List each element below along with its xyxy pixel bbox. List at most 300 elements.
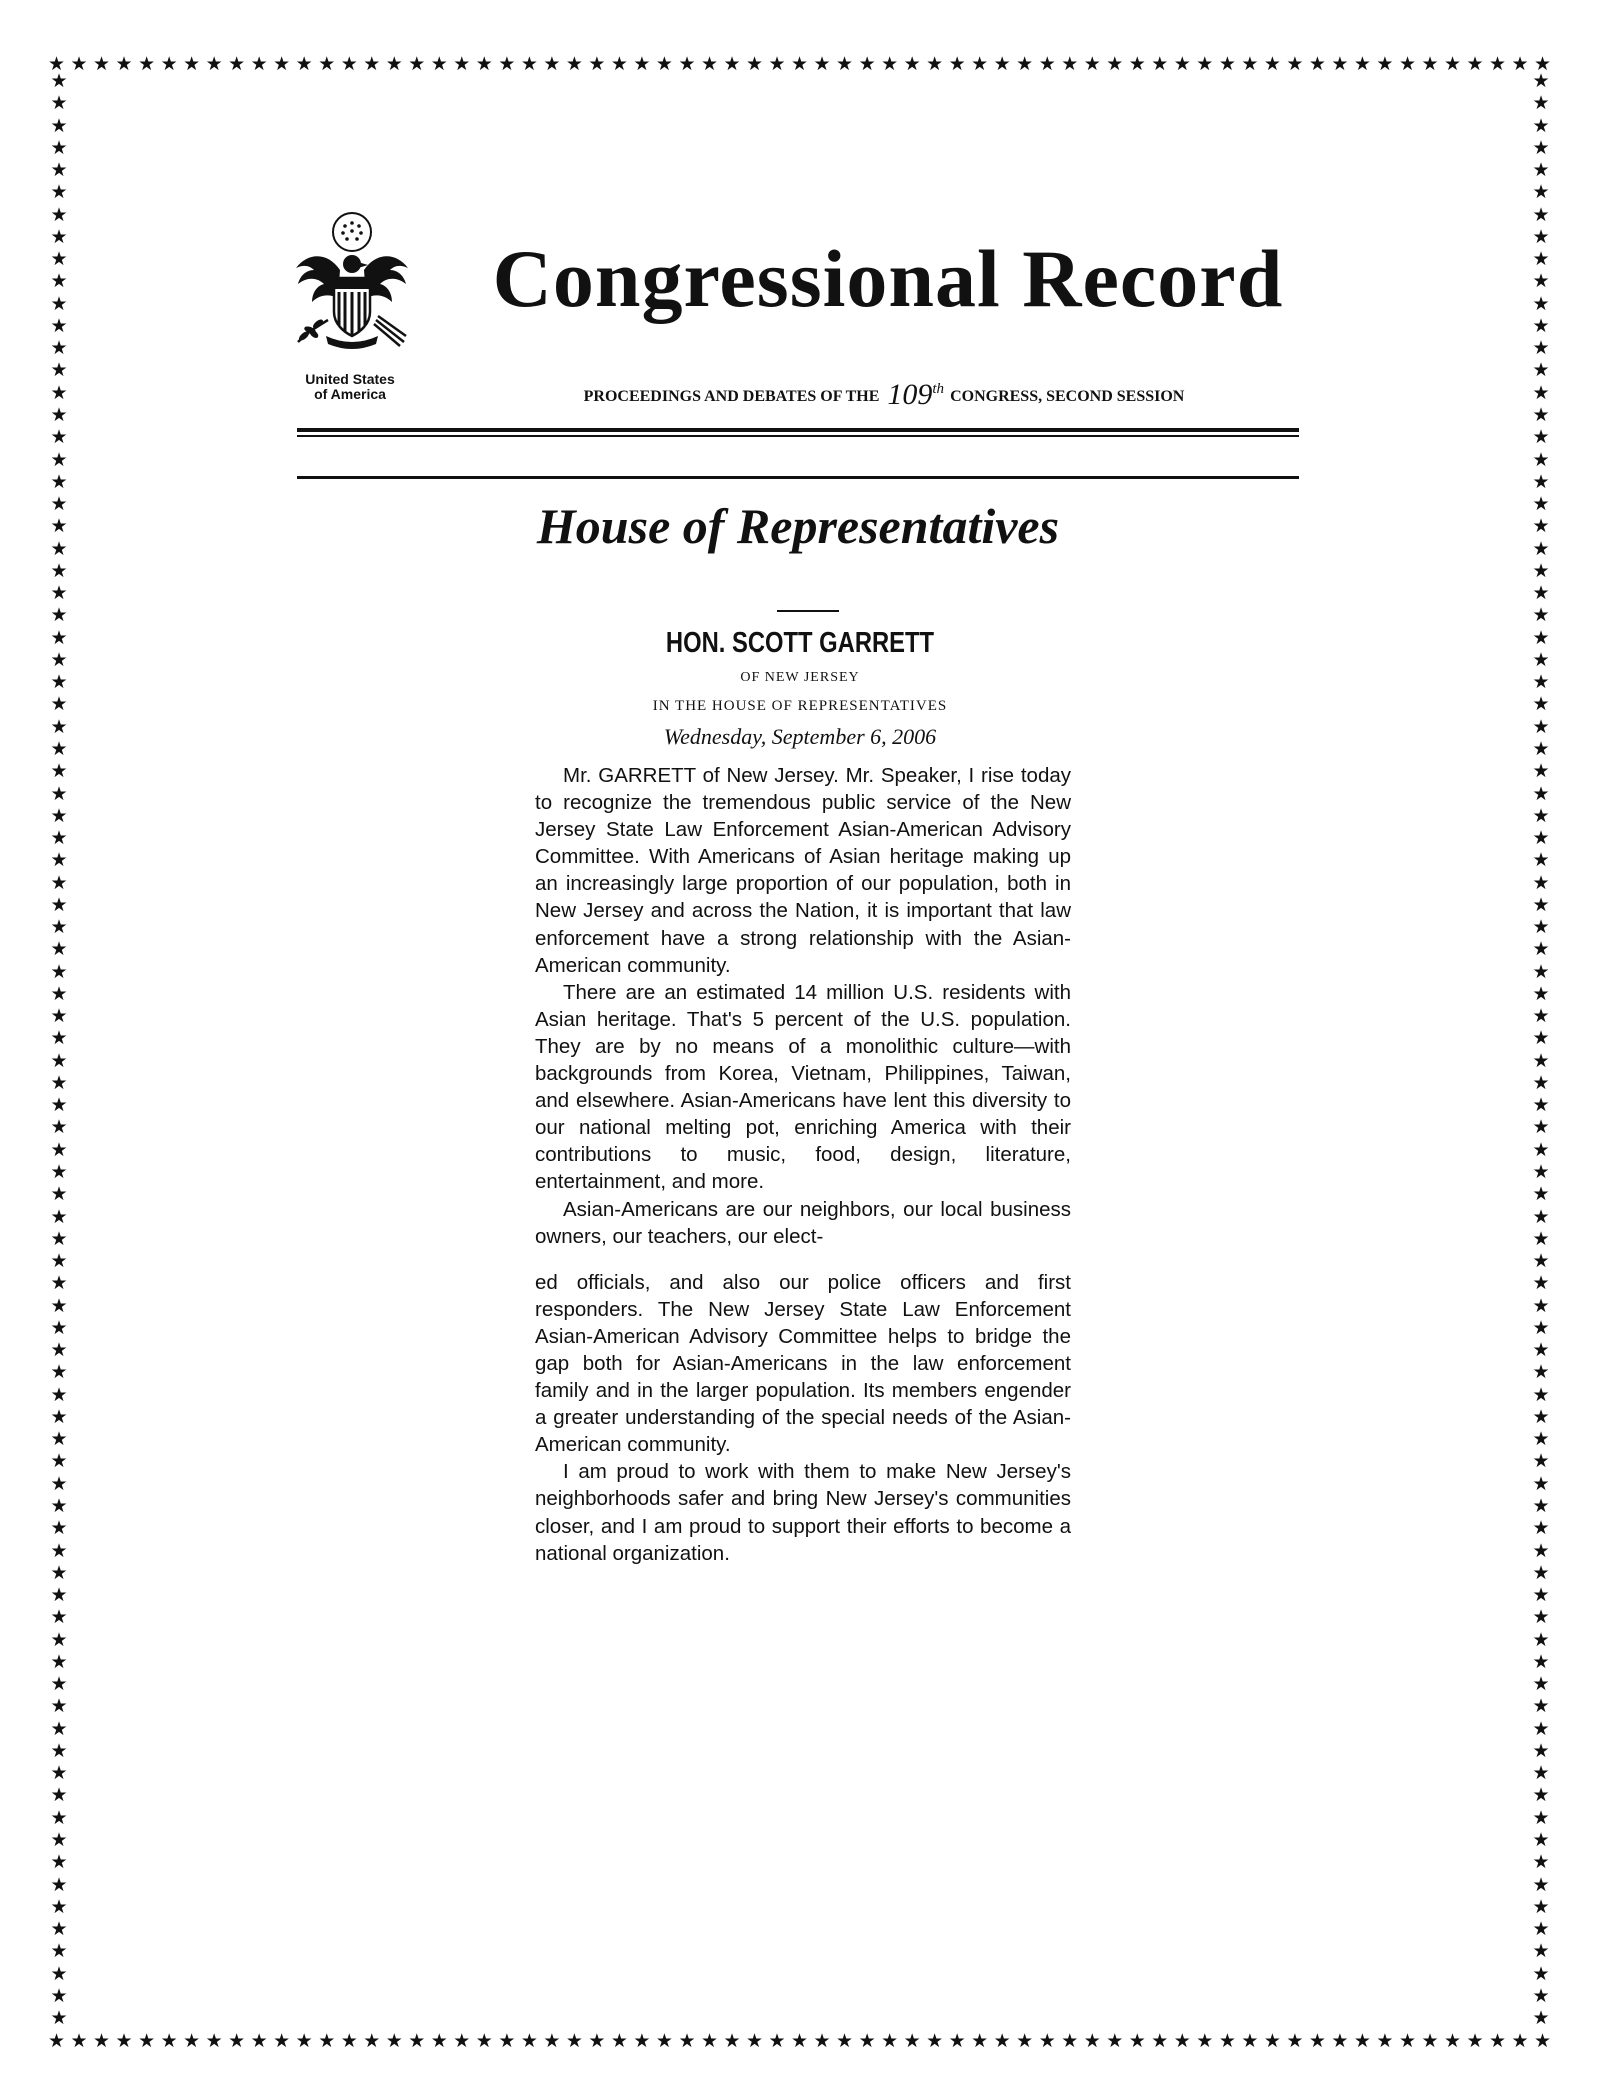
border-star-icon: ★ xyxy=(50,381,68,404)
border-star-icon: ★ xyxy=(791,53,809,75)
border-star-icon: ★ xyxy=(50,671,68,694)
border-star-icon: ★ xyxy=(273,2030,291,2052)
border-star-icon: ★ xyxy=(228,53,246,75)
seal-caption-line2: of America xyxy=(314,386,386,402)
border-star-icon: ★ xyxy=(1532,1895,1550,1918)
border-star-icon: ★ xyxy=(1532,1361,1550,1384)
border-star-icon: ★ xyxy=(50,1161,68,1184)
border-star-icon: ★ xyxy=(836,2030,854,2052)
border-star-icon: ★ xyxy=(768,2030,786,2052)
speaker-name: HON. SCOTT GARRETT xyxy=(665,627,935,659)
border-star-icon: ★ xyxy=(1353,2030,1371,2052)
border-star-icon: ★ xyxy=(50,403,68,426)
section-divider xyxy=(777,610,839,612)
column-break xyxy=(535,1250,1071,1269)
border-star-icon: ★ xyxy=(1218,53,1236,75)
border-star-icon: ★ xyxy=(1532,2007,1550,2030)
border-star-icon: ★ xyxy=(881,2030,899,2052)
border-star-icon: ★ xyxy=(1308,53,1326,75)
border-star-icon: ★ xyxy=(48,53,66,75)
border-right-stars xyxy=(1530,70,1552,2030)
border-star-icon: ★ xyxy=(1331,53,1349,75)
border-star-icon: ★ xyxy=(971,2030,989,2052)
border-star-icon: ★ xyxy=(50,871,68,894)
border-star-icon: ★ xyxy=(1353,53,1371,75)
border-star-icon: ★ xyxy=(1532,1673,1550,1696)
border-star-icon: ★ xyxy=(543,2030,561,2052)
border-star-icon: ★ xyxy=(1532,782,1550,805)
border-star-icon: ★ xyxy=(1532,1984,1550,2007)
border-star-icon: ★ xyxy=(1534,2030,1552,2052)
border-star-icon: ★ xyxy=(1173,53,1191,75)
border-star-icon: ★ xyxy=(475,53,493,75)
border-star-icon: ★ xyxy=(971,53,989,75)
border-star-icon: ★ xyxy=(1532,136,1550,159)
border-star-icon: ★ xyxy=(50,1405,68,1428)
border-star-icon: ★ xyxy=(453,2030,471,2052)
border-star-icon: ★ xyxy=(50,359,68,382)
border-star-icon: ★ xyxy=(498,53,516,75)
border-star-icon: ★ xyxy=(50,982,68,1005)
border-star-icon: ★ xyxy=(50,114,68,137)
speech-body xyxy=(535,762,1071,1567)
border-star-icon: ★ xyxy=(408,2030,426,2052)
border-star-icon: ★ xyxy=(50,1873,68,1896)
border-star-icon: ★ xyxy=(678,2030,696,2052)
border-star-icon: ★ xyxy=(1532,314,1550,337)
border-star-icon: ★ xyxy=(295,53,313,75)
border-star-icon: ★ xyxy=(1532,337,1550,360)
border-star-icon: ★ xyxy=(1532,225,1550,248)
border-star-icon: ★ xyxy=(50,181,68,204)
border-star-icon: ★ xyxy=(50,1584,68,1607)
border-star-icon: ★ xyxy=(385,2030,403,2052)
border-star-icon: ★ xyxy=(50,314,68,337)
border-star-icon: ★ xyxy=(1532,1472,1550,1495)
border-star-icon: ★ xyxy=(1532,292,1550,315)
border-star-icon: ★ xyxy=(1532,849,1550,872)
border-star-icon: ★ xyxy=(1016,53,1034,75)
border-star-icon: ★ xyxy=(610,53,628,75)
border-star-icon: ★ xyxy=(205,53,223,75)
border-star-icon: ★ xyxy=(50,1205,68,1228)
border-star-icon: ★ xyxy=(453,53,471,75)
border-star-icon: ★ xyxy=(1263,2030,1281,2052)
border-star-icon: ★ xyxy=(50,1828,68,1851)
border-star-icon: ★ xyxy=(1532,804,1550,827)
border-star-icon: ★ xyxy=(1398,2030,1416,2052)
border-star-icon: ★ xyxy=(50,1561,68,1584)
border-star-icon: ★ xyxy=(1532,448,1550,471)
border-star-icon: ★ xyxy=(1106,53,1124,75)
masthead xyxy=(280,200,1300,450)
border-star-icon: ★ xyxy=(678,53,696,75)
border-star-icon: ★ xyxy=(50,1940,68,1963)
border-star-icon: ★ xyxy=(836,53,854,75)
border-star-icon: ★ xyxy=(295,2030,313,2052)
border-star-icon: ★ xyxy=(1241,53,1259,75)
border-star-icon: ★ xyxy=(1532,1940,1550,1963)
border-star-icon: ★ xyxy=(1532,1650,1550,1673)
border-star-icon: ★ xyxy=(1532,626,1550,649)
border-star-icon: ★ xyxy=(1532,559,1550,582)
border-star-icon: ★ xyxy=(1532,159,1550,182)
border-star-icon: ★ xyxy=(1532,1005,1550,1028)
border-star-icon: ★ xyxy=(1532,1828,1550,1851)
border-star-icon: ★ xyxy=(1376,2030,1394,2052)
border-star-icon: ★ xyxy=(138,53,156,75)
border-star-icon: ★ xyxy=(813,2030,831,2052)
border-star-icon: ★ xyxy=(50,292,68,315)
border-star-icon: ★ xyxy=(50,1606,68,1629)
border-star-icon: ★ xyxy=(926,53,944,75)
border-star-icon: ★ xyxy=(1532,760,1550,783)
border-star-icon: ★ xyxy=(1532,359,1550,382)
border-star-icon: ★ xyxy=(1151,2030,1169,2052)
border-star-icon: ★ xyxy=(50,1739,68,1762)
border-star-icon: ★ xyxy=(1532,1227,1550,1250)
border-star-icon: ★ xyxy=(1532,916,1550,939)
border-star-icon: ★ xyxy=(1532,248,1550,271)
border-star-icon: ★ xyxy=(1128,53,1146,75)
border-star-icon: ★ xyxy=(1532,1049,1550,1072)
border-star-icon: ★ xyxy=(1196,53,1214,75)
border-star-icon: ★ xyxy=(50,559,68,582)
border-star-icon: ★ xyxy=(588,53,606,75)
border-star-icon: ★ xyxy=(1532,1071,1550,1094)
border-star-icon: ★ xyxy=(1532,648,1550,671)
border-star-icon: ★ xyxy=(948,53,966,75)
border-star-icon: ★ xyxy=(50,626,68,649)
border-star-icon: ★ xyxy=(1466,2030,1484,2052)
speech-paragraph: Mr. GARRETT of New Jersey. Mr. Speaker, I rise today to recognize the tremendous public service of the New Jersey State Law Enforcement Asian-American Advisory Committee. With Americans of Asian heritage making up an increasingly large proportion of our population, both in New Jersey and across the Nation, it is important that law enforcement have a strong relationship with the Asian-American community. xyxy=(535,764,1071,977)
border-star-icon: ★ xyxy=(1421,53,1439,75)
border-star-icon: ★ xyxy=(1532,1450,1550,1473)
speech-date: Wednesday, September 6, 2006 xyxy=(663,724,937,749)
border-star-icon: ★ xyxy=(1534,53,1552,75)
masthead-rule-thick xyxy=(297,428,1299,432)
border-star-icon: ★ xyxy=(1443,2030,1462,2052)
border-star-icon: ★ xyxy=(50,1049,68,1072)
border-star-icon: ★ xyxy=(50,1762,68,1785)
border-star-icon: ★ xyxy=(340,2030,358,2052)
border-star-icon: ★ xyxy=(50,1472,68,1495)
border-star-icon: ★ xyxy=(565,2030,583,2052)
border-star-icon: ★ xyxy=(881,53,899,75)
seal-caption-line1: United States xyxy=(305,371,395,387)
border-star-icon: ★ xyxy=(1151,53,1169,75)
border-star-icon: ★ xyxy=(50,1027,68,1050)
border-top-stars xyxy=(48,53,1552,75)
border-star-icon: ★ xyxy=(50,2007,68,2030)
border-star-icon: ★ xyxy=(183,2030,201,2052)
publication-title: Congressional Record xyxy=(492,233,1284,324)
border-star-icon: ★ xyxy=(1532,1762,1550,1785)
border-star-icon: ★ xyxy=(1532,1717,1550,1740)
border-star-icon: ★ xyxy=(1532,1806,1550,1829)
border-star-icon: ★ xyxy=(50,337,68,360)
border-star-icon: ★ xyxy=(723,2030,741,2052)
border-star-icon: ★ xyxy=(50,604,68,627)
border-star-icon: ★ xyxy=(1532,715,1550,738)
border-star-icon: ★ xyxy=(791,2030,809,2052)
border-star-icon: ★ xyxy=(1061,53,1079,75)
border-star-icon: ★ xyxy=(1241,2030,1259,2052)
border-star-icon: ★ xyxy=(1532,893,1550,916)
border-star-icon: ★ xyxy=(1489,2030,1507,2052)
border-star-icon: ★ xyxy=(50,537,68,560)
border-star-icon: ★ xyxy=(1532,1094,1550,1117)
border-bottom-stars xyxy=(48,2030,1552,2052)
border-star-icon: ★ xyxy=(1466,53,1484,75)
border-star-icon: ★ xyxy=(1308,2030,1326,2052)
border-star-icon: ★ xyxy=(1532,1405,1550,1428)
border-star-icon: ★ xyxy=(1532,70,1550,92)
border-star-icon: ★ xyxy=(408,53,426,75)
chamber-heading: House of Representatives xyxy=(536,498,1060,554)
border-star-icon: ★ xyxy=(543,53,561,75)
border-star-icon: ★ xyxy=(1532,515,1550,538)
border-star-icon: ★ xyxy=(1532,582,1550,605)
border-star-icon: ★ xyxy=(1532,1584,1550,1607)
border-star-icon: ★ xyxy=(50,1517,68,1540)
border-star-icon: ★ xyxy=(858,53,876,75)
border-star-icon: ★ xyxy=(1532,1784,1550,1807)
border-star-icon: ★ xyxy=(430,2030,448,2052)
border-star-icon: ★ xyxy=(1398,53,1416,75)
border-star-icon: ★ xyxy=(1532,181,1550,204)
border-star-icon: ★ xyxy=(50,648,68,671)
border-star-icon: ★ xyxy=(50,1383,68,1406)
border-star-icon: ★ xyxy=(273,53,291,75)
speaker-chamber: IN THE HOUSE OF REPRESENTATIVES xyxy=(652,698,948,714)
border-star-icon: ★ xyxy=(50,1361,68,1384)
border-star-icon: ★ xyxy=(50,270,68,293)
proceedings-line xyxy=(462,374,1306,412)
border-star-icon: ★ xyxy=(50,1450,68,1473)
border-star-icon: ★ xyxy=(50,1428,68,1451)
border-star-icon: ★ xyxy=(50,1250,68,1273)
masthead-rule-thin xyxy=(297,435,1299,437)
border-star-icon: ★ xyxy=(1532,693,1550,716)
border-star-icon: ★ xyxy=(1532,470,1550,493)
border-star-icon: ★ xyxy=(1532,270,1550,293)
border-star-icon: ★ xyxy=(1532,403,1550,426)
speech-paragraph: Asian-Americans are our neighbors, our local business owners, our teachers, our elect- xyxy=(535,1197,1071,1248)
border-star-icon: ★ xyxy=(50,693,68,716)
border-star-icon: ★ xyxy=(1532,1250,1550,1273)
border-star-icon: ★ xyxy=(1532,1205,1550,1228)
border-star-icon: ★ xyxy=(50,1339,68,1362)
border-star-icon: ★ xyxy=(1532,426,1550,449)
border-star-icon: ★ xyxy=(1532,871,1550,894)
border-star-icon: ★ xyxy=(50,1272,68,1295)
border-star-icon: ★ xyxy=(903,2030,921,2052)
border-star-icon: ★ xyxy=(318,53,336,75)
border-star-icon: ★ xyxy=(50,1138,68,1161)
border-star-icon: ★ xyxy=(50,1294,68,1317)
border-star-icon: ★ xyxy=(498,2030,516,2052)
border-star-icon: ★ xyxy=(50,1539,68,1562)
border-star-icon: ★ xyxy=(1443,53,1462,75)
border-star-icon: ★ xyxy=(1532,1183,1550,1206)
border-star-icon: ★ xyxy=(50,1650,68,1673)
border-star-icon: ★ xyxy=(50,1673,68,1696)
border-star-icon: ★ xyxy=(1421,2030,1439,2052)
border-star-icon: ★ xyxy=(610,2030,628,2052)
border-star-icon: ★ xyxy=(1532,1606,1550,1629)
border-star-icon: ★ xyxy=(160,53,178,75)
border-star-icon: ★ xyxy=(1532,537,1550,560)
border-star-icon: ★ xyxy=(50,1495,68,1517)
border-star-icon: ★ xyxy=(50,1918,68,1941)
border-star-icon: ★ xyxy=(50,159,68,182)
border-star-icon: ★ xyxy=(565,53,583,75)
border-star-icon: ★ xyxy=(903,53,921,75)
border-star-icon: ★ xyxy=(520,53,538,75)
border-star-icon: ★ xyxy=(1061,2030,1079,2052)
proceedings-after: CONGRESS, SECOND SESSION xyxy=(950,388,1185,405)
border-star-icon: ★ xyxy=(1532,1339,1550,1362)
border-star-icon: ★ xyxy=(1083,53,1101,75)
border-star-icon: ★ xyxy=(160,2030,178,2052)
border-star-icon: ★ xyxy=(50,1094,68,1117)
border-left-stars xyxy=(48,70,70,2030)
border-star-icon: ★ xyxy=(50,1071,68,1094)
border-star-icon: ★ xyxy=(1532,92,1550,115)
border-star-icon: ★ xyxy=(1532,1739,1550,1762)
border-star-icon: ★ xyxy=(250,53,268,75)
border-star-icon: ★ xyxy=(588,2030,606,2052)
border-star-icon: ★ xyxy=(723,53,741,75)
border-star-icon: ★ xyxy=(1532,1517,1550,1540)
border-star-icon: ★ xyxy=(1532,114,1550,137)
border-star-icon: ★ xyxy=(655,2030,673,2052)
border-star-icon: ★ xyxy=(1532,1851,1550,1874)
border-star-icon: ★ xyxy=(1532,1116,1550,1139)
border-star-icon: ★ xyxy=(926,2030,944,2052)
border-star-icon: ★ xyxy=(50,827,68,850)
border-star-icon: ★ xyxy=(1038,2030,1056,2052)
border-star-icon: ★ xyxy=(1532,381,1550,404)
border-star-icon: ★ xyxy=(1511,53,1529,75)
border-star-icon: ★ xyxy=(50,916,68,939)
border-star-icon: ★ xyxy=(1532,982,1550,1005)
border-star-icon: ★ xyxy=(1286,53,1304,75)
border-star-icon: ★ xyxy=(50,760,68,783)
border-star-icon: ★ xyxy=(1532,1918,1550,1941)
border-star-icon: ★ xyxy=(50,1116,68,1139)
border-star-icon: ★ xyxy=(1532,1561,1550,1584)
border-star-icon: ★ xyxy=(1532,1873,1550,1896)
border-star-icon: ★ xyxy=(50,1695,68,1718)
border-star-icon: ★ xyxy=(1376,53,1394,75)
border-star-icon: ★ xyxy=(50,1984,68,2007)
border-star-icon: ★ xyxy=(1532,1695,1550,1718)
border-star-icon: ★ xyxy=(50,426,68,449)
border-star-icon: ★ xyxy=(138,2030,156,2052)
border-star-icon: ★ xyxy=(1532,671,1550,694)
border-star-icon: ★ xyxy=(1331,2030,1349,2052)
border-star-icon: ★ xyxy=(1532,1539,1550,1562)
border-star-icon: ★ xyxy=(50,225,68,248)
border-star-icon: ★ xyxy=(50,893,68,916)
border-star-icon: ★ xyxy=(1532,493,1550,516)
border-star-icon: ★ xyxy=(1532,938,1550,961)
border-star-icon: ★ xyxy=(50,1316,68,1339)
border-star-icon: ★ xyxy=(50,804,68,827)
border-star-icon: ★ xyxy=(633,2030,651,2052)
border-star-icon: ★ xyxy=(50,248,68,271)
speaker-state: OF NEW JERSEY xyxy=(740,670,860,685)
border-star-icon: ★ xyxy=(1038,53,1056,75)
speech-paragraph: I am proud to work with them to make New Jersey's neighborhoods safer and bring New Jersey's communities closer, and I am proud to support their efforts to become a national organization. xyxy=(535,1460,1071,1565)
border-star-icon: ★ xyxy=(183,53,201,75)
border-star-icon: ★ xyxy=(50,960,68,983)
border-star-icon: ★ xyxy=(250,2030,268,2052)
border-star-icon: ★ xyxy=(115,2030,133,2052)
border-star-icon: ★ xyxy=(1196,2030,1214,2052)
chamber-rule xyxy=(297,476,1299,479)
border-star-icon: ★ xyxy=(50,938,68,961)
border-star-icon: ★ xyxy=(1489,53,1507,75)
border-star-icon: ★ xyxy=(745,53,764,75)
speech-paragraph-continued: ed officials, and also our police officers and first responders. The New Jersey State Law Enforcement Asian-American Advisory Committee helps to bridge the gap both for Asian-Americans in the law enforcement family and in the larger population. Its members engender a greater understanding of the special needs of the Asian-American community. xyxy=(535,1270,1071,1457)
border-star-icon: ★ xyxy=(430,53,448,75)
great-seal-eagle-icon xyxy=(288,208,416,368)
border-star-icon: ★ xyxy=(50,1227,68,1250)
border-star-icon: ★ xyxy=(50,849,68,872)
border-star-icon: ★ xyxy=(318,2030,336,2052)
border-star-icon: ★ xyxy=(115,53,133,75)
border-star-icon: ★ xyxy=(50,582,68,605)
border-star-icon: ★ xyxy=(70,53,88,75)
border-star-icon: ★ xyxy=(655,53,673,75)
border-star-icon: ★ xyxy=(50,1628,68,1651)
border-star-icon: ★ xyxy=(1263,53,1281,75)
border-star-icon: ★ xyxy=(475,2030,493,2052)
border-star-icon: ★ xyxy=(1532,1138,1550,1161)
speech-paragraph: There are an estimated 14 million U.S. residents with Asian heritage. That's 5 percent of the U.S. population. They are by no means of a monolithic culture—with backgrounds from Korea, Vietnam, Philippines, Taiwan, and elsewhere. Asian-Americans have lent this diversity to our national melting pot, enriching America with their contributions to music, food, design, literature, entertainment, and more. xyxy=(535,980,1071,1194)
border-star-icon: ★ xyxy=(50,470,68,493)
border-star-icon: ★ xyxy=(50,1806,68,1829)
border-star-icon: ★ xyxy=(363,53,381,75)
border-star-icon: ★ xyxy=(1106,2030,1124,2052)
border-star-icon: ★ xyxy=(50,782,68,805)
congress-number-value: 109 xyxy=(887,378,933,411)
border-star-icon: ★ xyxy=(1218,2030,1236,2052)
border-star-icon: ★ xyxy=(50,70,68,92)
border-star-icon: ★ xyxy=(700,53,718,75)
border-star-icon: ★ xyxy=(1532,1628,1550,1651)
border-star-icon: ★ xyxy=(1173,2030,1191,2052)
border-star-icon: ★ xyxy=(1083,2030,1101,2052)
border-star-icon: ★ xyxy=(50,1784,68,1807)
border-star-icon: ★ xyxy=(1532,1027,1550,1050)
border-star-icon: ★ xyxy=(1511,2030,1529,2052)
border-star-icon: ★ xyxy=(1532,1294,1550,1317)
border-star-icon: ★ xyxy=(1532,1316,1550,1339)
border-star-icon: ★ xyxy=(50,1962,68,1985)
border-star-icon: ★ xyxy=(768,53,786,75)
border-star-icon: ★ xyxy=(93,2030,111,2052)
border-star-icon: ★ xyxy=(1286,2030,1304,2052)
border-star-icon: ★ xyxy=(745,2030,764,2052)
border-star-icon: ★ xyxy=(1532,1495,1550,1517)
border-star-icon: ★ xyxy=(813,53,831,75)
border-star-icon: ★ xyxy=(858,2030,876,2052)
border-star-icon: ★ xyxy=(50,515,68,538)
